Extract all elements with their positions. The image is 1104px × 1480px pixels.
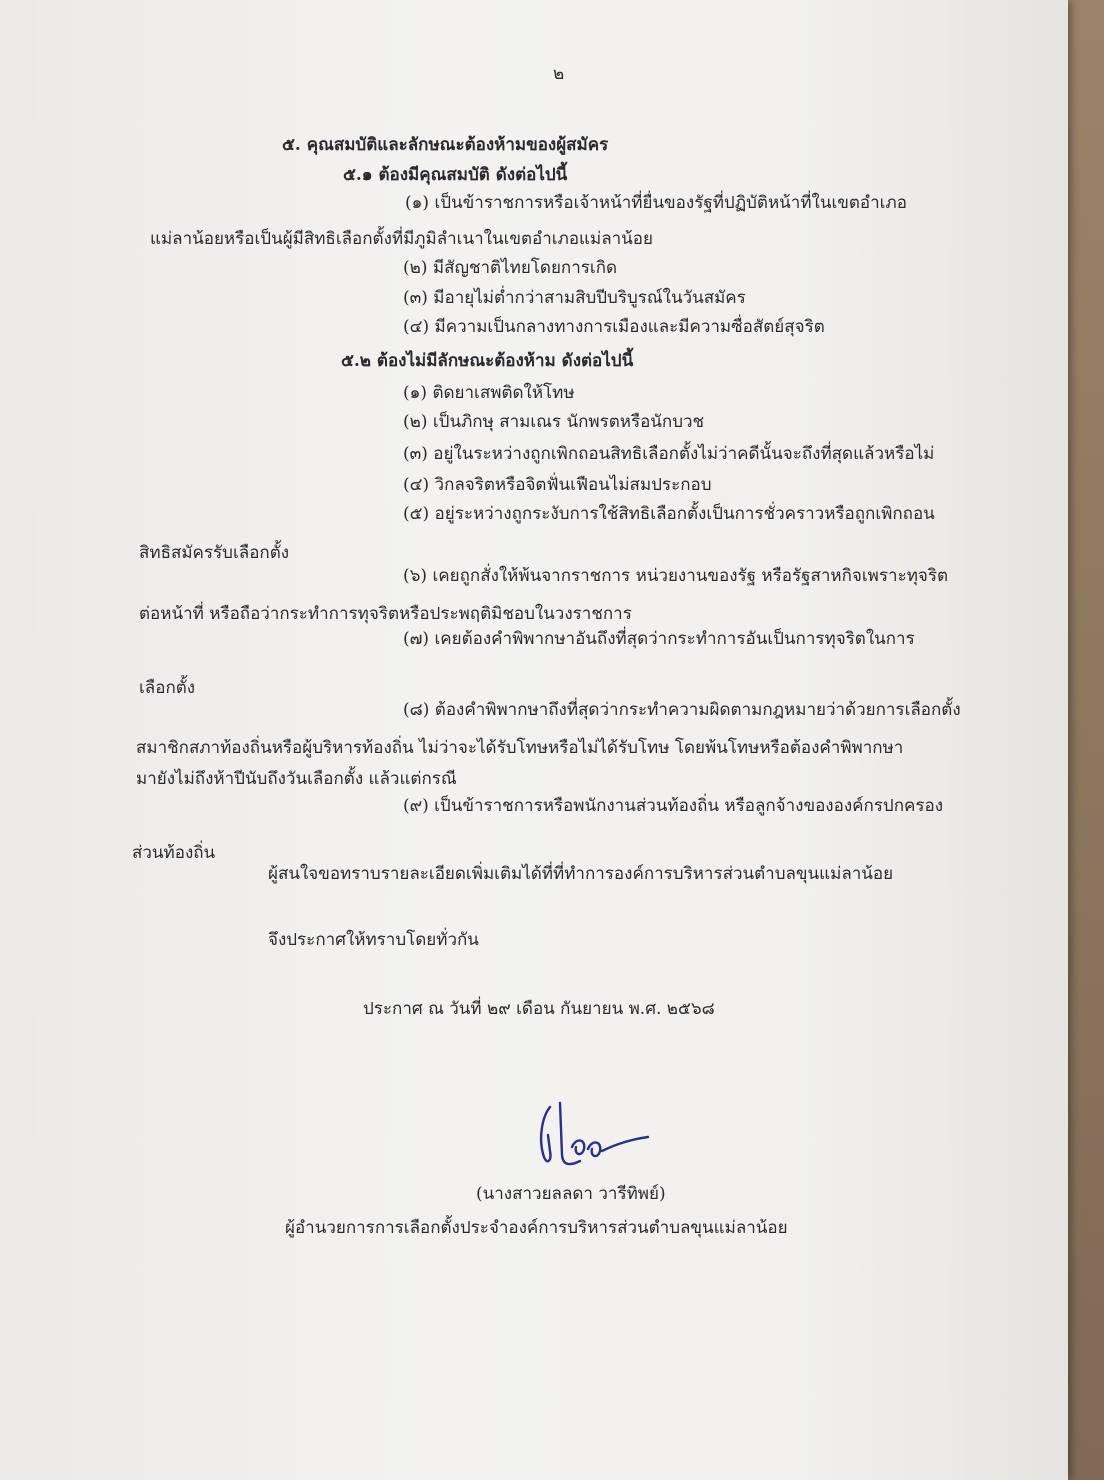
prohibition-item: (๘) ต้องคำพิพากษาถึงที่สุดว่ากระทำความผิดตามกฎหมายว่าด้วยการเลือกตั้ง: [403, 700, 961, 720]
prohibition-item: (๙) เป็นข้าราชการหรือพนักงานส่วนท้องถิ่น หรือลูกจ้างขององค์กรปกครอง: [403, 796, 944, 816]
prohibition-item-continuation: เลือกตั้ง: [139, 678, 196, 698]
prohibition-item-continuation: มายังไม่ถึงห้าปีนับถึงวันเลือกตั้ง แล้วแต่กรณี: [136, 769, 457, 789]
subsection-prohibitions-title: ๕.๒ ต้องไม่มีลักษณะต้องห้าม ดังต่อไปนี้: [341, 351, 634, 371]
prohibition-item-continuation: สิทธิสมัครรับเลือกตั้ง: [139, 543, 290, 563]
prohibition-item: (๒) เป็นภิกษุ สามเณร นักพรตหรือนักบวช: [403, 412, 705, 432]
signatory-name: (นางสาวยลลดา วารีทิพย์): [476, 1184, 666, 1204]
announcement-date: ประกาศ ณ วันที่ ๒๙ เดือน กันยายน พ.ศ. ๒๕๖๘: [363, 999, 715, 1019]
qualification-item: (๒) มีสัญชาติไทยโดยการเกิด: [403, 258, 618, 278]
qualification-item-continuation: แม่ลาน้อยหรือเป็นผู้มีสิทธิเลือกตั้งที่มีภูมิลำเนาในเขตอำเภอแม่ลาน้อย: [150, 229, 653, 249]
handwritten-signature: [530, 1095, 660, 1180]
prohibition-item: (๑) ติดยาเสพติดให้โทษ: [403, 383, 575, 403]
section-title: ๕. คุณสมบัติและลักษณะต้องห้ามของผู้สมัคร: [282, 135, 609, 155]
prohibition-item-continuation: สมาชิกสภาท้องถิ่นหรือผู้บริหารท้องถิ่น ไม่ว่าจะได้รับโทษหรือไม่ได้รับโทษ โดยพ้นโทษหรือต้องคำพิพากษา: [136, 738, 904, 758]
subsection-qualifications-title: ๕.๑ ต้องมีคุณสมบัติ ดังต่อไปนี้: [343, 165, 568, 185]
page-number: ๒: [553, 64, 565, 84]
signatory-position: ผู้อำนวยการการเลือกตั้งประจำองค์การบริหารส่วนตำบลขุนแม่ลาน้อย: [285, 1218, 788, 1238]
prohibition-item-continuation: ส่วนท้องถิ่น: [132, 843, 216, 863]
prohibition-item: (๗) เคยต้องคำพิพากษาอันถึงที่สุดว่ากระทำการอันเป็นการทุจริตในการ: [403, 629, 915, 649]
prohibition-item: (๔) วิกลจริตหรือจิตฟั่นเฟือนไม่สมประกอบ: [403, 475, 712, 495]
announce-paragraph: จึงประกาศให้ทราบโดยทั่วกัน: [268, 930, 479, 950]
prohibition-item: (๖) เคยถูกสั่งให้พ้นจากราชการ หน่วยงานของรัฐ หรือรัฐสาหกิจเพราะทุจริต: [403, 566, 949, 586]
info-paragraph: ผู้สนใจขอทราบรายละเอียดเพิ่มเติมได้ที่ที่ทำการองค์การบริหารส่วนตำบลขุนแม่ลาน้อย: [268, 864, 894, 884]
qualification-item: (๑) เป็นข้าราชการหรือเจ้าหน้าที่ยื่นของรัฐที่ปฏิบัติหน้าที่ในเขตอำเภอ: [405, 193, 907, 213]
prohibition-item-continuation: ต่อหน้าที่ หรือถือว่ากระทำการทุจริตหรือประพฤติมิชอบในวงราชการ: [139, 604, 632, 624]
prohibition-item: (๓) อยู่ในระหว่างถูกเพิกถอนสิทธิเลือกตั้งไม่ว่าคดีนั้นจะถึงที่สุดแล้วหรือไม่: [403, 444, 935, 464]
qualification-item: (๔) มีความเป็นกลางทางการเมืองและมีความซื่อสัตย์สุจริต: [403, 317, 825, 337]
prohibition-item: (๕) อยู่ระหว่างถูกระงับการใช้สิทธิเลือกตั้งเป็นการชั่วคราวหรือถูกเพิกถอน: [403, 504, 935, 524]
qualification-item: (๓) มีอายุไม่ต่ำกว่าสามสิบปีบริบูรณ์ในวันสมัคร: [403, 288, 746, 308]
